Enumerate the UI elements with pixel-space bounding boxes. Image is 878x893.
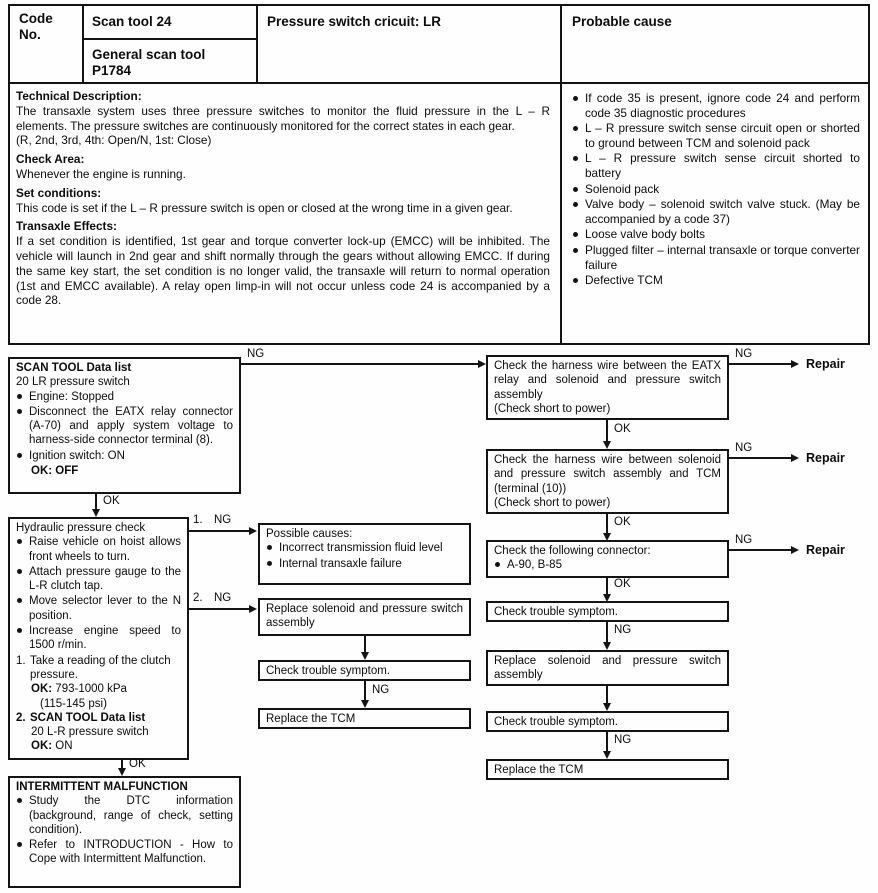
probable-cause-item (572, 273, 860, 288)
bullet-icon (267, 561, 272, 566)
possible-cause-bullet: Internal transaxle failure (266, 557, 463, 571)
arrowhead-down-icon (118, 768, 126, 776)
ok-label: OK (614, 516, 631, 528)
dtc-header-table (8, 4, 870, 345)
replace-tcm-text: Replace the TCM (494, 764, 584, 776)
hydraulic-step2-ok: OK: ON (31, 740, 73, 753)
probable-cause-header-label: Probable cause (572, 14, 672, 29)
ng-label: NG (614, 624, 632, 636)
hydraulic-step2-sub: 20 L-R pressure switch (31, 726, 149, 739)
possible-causes-box (258, 523, 471, 585)
replace-assembly-text: Replace solenoid and pressure switch assembly (494, 655, 721, 682)
possible-causes-title: Possible causes: (266, 528, 353, 540)
ok-label: OK (103, 495, 120, 507)
ng-label: NG (372, 684, 390, 696)
hydraulic-step-2: 2. SCAN TOOL Data list (16, 711, 146, 724)
trouble-symptom-box-2 (486, 711, 729, 732)
harness-eatx-check-box (486, 355, 729, 420)
ok-label: OK (614, 423, 631, 435)
ng-label: NG (214, 592, 232, 604)
hydraulic-bullet: Move selector lever to the N position. (16, 594, 181, 623)
general-scan-tool-cell (92, 47, 242, 79)
bullet-icon (495, 562, 500, 567)
arrowhead-right-icon (791, 546, 799, 554)
bullet-icon (573, 232, 578, 237)
harness-tcm-text: Check the harness wire between solenoid and pressure switch assembly and TCM (terminal (10)) (494, 454, 721, 495)
hydraulic-bullet: Attach pressure gauge to the L-R clutch tap. (16, 565, 181, 594)
bullet-icon (573, 202, 578, 207)
table-vline-2 (256, 6, 258, 82)
probable-cause-header-cell (572, 14, 862, 30)
arrowhead-down-icon (603, 441, 611, 449)
bullet-icon (17, 394, 22, 399)
intermittent-bullet: Study the DTC information (background, range of check, setting condition). (16, 794, 233, 837)
trouble-symptom-text: Check trouble symptom. (266, 665, 390, 677)
ng-label: NG (214, 514, 232, 526)
arrowhead-down-icon (92, 509, 100, 517)
intermittent-title: INTERMITTENT MALFUNCTION (16, 781, 188, 793)
set-conditions-body: This code is set if the L – R pressure switch is open or closed at the wrong time in a given gear. (16, 200, 513, 215)
ok-label: OK (614, 578, 631, 590)
probable-cause-item (572, 243, 860, 272)
probable-cause-item (572, 227, 860, 242)
hydraulic-step-1: 1. Take a reading of the clutch pressure. (16, 654, 171, 681)
intermittent-malfunction-box (8, 776, 241, 888)
step2-label: 2. (193, 592, 203, 604)
probable-cause-text: Solenoid pack (585, 181, 660, 196)
bullet-icon (573, 156, 578, 161)
ng-label: NG (735, 534, 753, 546)
arrowhead-down-icon (603, 642, 611, 650)
ng-label: NG (735, 442, 753, 454)
replace-tcm-text: Replace the TCM (266, 713, 356, 725)
set-conditions-title: Set conditions: (16, 185, 102, 200)
hydraulic-bullet: Increase engine speed to 1500 r/min. (16, 624, 181, 653)
probable-cause-text: Plugged filter – internal transaxle or torque converter failure (585, 242, 860, 272)
bullet-icon (573, 248, 578, 253)
ok-label: OK (129, 758, 146, 770)
bullet-icon (17, 798, 22, 803)
technical-description-title: Technical Description: (16, 89, 142, 103)
harness-eatx-note: (Check short to power) (494, 402, 611, 415)
intermittent-bullet: Refer to INTRODUCTION - How to Cope with Intermittent Malfunction. (16, 838, 233, 867)
arrowhead-down-icon (361, 700, 369, 708)
ng-label: NG (614, 734, 632, 746)
arrow-ok-a-i (95, 494, 97, 510)
transaxle-effects-title: Transaxle Effects: (16, 219, 117, 234)
bullet-icon (267, 545, 272, 550)
arrowhead-right-icon (249, 605, 257, 613)
replace-tcm-box-mid (258, 708, 471, 729)
scan-box-subtitle: 20 LR pressure switch (16, 376, 130, 389)
arrowhead-right-icon (791, 360, 799, 368)
bullet-icon (17, 569, 22, 574)
hydraulic-step1-ok: OK: 793-1000 kPa (31, 683, 127, 696)
replace-assembly-text: Replace solenoid and pressure switch assembly (266, 603, 463, 630)
connector-title: Check the following connector: (494, 545, 651, 557)
bullet-icon (573, 126, 578, 131)
scan-box-bullet: Ignition switch: ON (16, 449, 233, 463)
scan-box-title: SCAN TOOL Data list (16, 362, 132, 374)
code-no-cell (19, 11, 75, 43)
step1-label: 1. (193, 514, 203, 526)
probable-cause-item (572, 197, 860, 226)
ng-label: NG (247, 348, 265, 360)
possible-cause-bullet: Incorrect transmission fluid level (266, 541, 463, 555)
trouble-symptom-text: Check trouble symptom. (494, 716, 618, 728)
repair-label: Repair (806, 451, 845, 465)
repair-label: Repair (806, 543, 845, 557)
arrow-ng-e-f (606, 622, 608, 643)
arrow-ng-l-m (364, 681, 366, 701)
hydraulic-title: Hydraulic pressure check (16, 522, 146, 534)
bullet-icon (17, 409, 22, 414)
bullet-icon (17, 628, 22, 633)
arrowhead-down-icon (603, 703, 611, 711)
arrow-ng-repair-3 (729, 549, 793, 551)
probable-cause-text: If code 35 is present, ignore code 24 and perform code 35 diagnostic procedures (585, 91, 860, 120)
arrow-ok-b-c (606, 420, 608, 442)
repair-label: Repair (806, 357, 845, 371)
hydraulic-bullet: Raise vehicle on hoist allows front wheels to turn. (16, 535, 181, 564)
replace-assembly-box-mid (258, 598, 471, 636)
arrow-ng1-i-j (189, 530, 251, 532)
ng-label: NG (735, 348, 753, 360)
probable-cause-item (572, 151, 860, 180)
technical-description-body: The transaxle system uses three pressure switches to monitor the fluid pressure in the L – R elements. The pressure switches are continuously monitored for the correct states in each gear. (16, 103, 550, 133)
probable-cause-item (572, 121, 860, 150)
probable-cause-text: L – R pressure switch sense circuit open or shorted to ground between TCM and solenoid pack (585, 121, 860, 150)
code-no-label: Code No. (19, 11, 53, 42)
arrowhead-right-icon (249, 527, 257, 535)
scan-tool-data-box (8, 357, 241, 494)
probable-cause-text: L – R pressure switch sense circuit shorted to battery (585, 151, 860, 180)
arrow-ng2-i-k (189, 608, 251, 610)
probable-cause-text: Valve body – solenoid switch valve stuck. (May be accompanied by a code 37) (585, 197, 860, 226)
arrow-ok-c-d (606, 514, 608, 534)
bullet-icon (573, 278, 578, 283)
hydraulic-step1-ok-psi: (115-145 psi) (40, 697, 107, 710)
scan-box-bullet: Engine: Stopped (16, 390, 233, 404)
probable-cause-item (572, 91, 860, 120)
bullet-icon (17, 539, 22, 544)
technical-description-note: (R, 2nd, 3rd, 4th: Open/N, 1st: Close) (16, 133, 212, 148)
table-vline-1 (82, 6, 84, 82)
arrow-ng-scan-to-harness (241, 363, 484, 365)
replace-tcm-box-right (486, 759, 729, 780)
check-area-title: Check Area: (16, 152, 85, 167)
probable-cause-text: Loose valve body bolts (585, 227, 706, 242)
transaxle-effects-body: If a set condition is identified, 1st gear and torque converter lock-up (EMCC) will be inhibited. The vehicle will launch in 2nd gear and shift normally through the gears without allowing EMCC. If during the same key start, the set condition is no longer valid, the transaxle will return to normal operation (1st and EMCC available). A relay open limp-in will not occur unless code 24 is accompanied by a code 28. (16, 234, 550, 308)
arrowhead-right-icon (791, 454, 799, 462)
hydraulic-pressure-box (8, 517, 189, 760)
arrowhead-right-icon (478, 360, 486, 368)
trouble-symptom-box-1 (486, 601, 729, 622)
connector-check-box (486, 540, 729, 578)
probable-cause-item (572, 182, 860, 197)
probable-cause-list (562, 84, 868, 343)
connector-bullet: A-90, B-85 (494, 558, 721, 572)
harness-tcm-check-box (486, 449, 729, 514)
bullet-icon (573, 187, 578, 192)
technical-description-cell (10, 84, 560, 343)
circuit-title-cell (267, 14, 557, 30)
bullet-icon (17, 453, 22, 458)
arrowhead-down-icon (603, 751, 611, 759)
check-area-body: Whenever the engine is running. (16, 166, 186, 181)
bullet-icon (17, 842, 22, 847)
scan-tool-cell (92, 14, 252, 30)
harness-tcm-note: (Check short to power) (494, 496, 611, 509)
arrow-ng-g-h (606, 732, 608, 752)
arrow-f-g (606, 686, 608, 704)
bullet-icon (573, 96, 578, 101)
trouble-symptom-box-mid (258, 660, 471, 681)
table-hline-scan (82, 38, 258, 40)
arrow-k-l (364, 636, 366, 653)
arrow-ng-repair-2 (729, 457, 793, 459)
harness-eatx-text: Check the harness wire between the EATX relay and solenoid and pressure switch assembly (494, 360, 721, 401)
arrow-ng-repair-1 (729, 363, 793, 365)
trouble-symptom-text: Check trouble symptom. (494, 606, 618, 618)
scan-tool-label: Scan tool 24 (92, 14, 172, 29)
arrowhead-down-icon (361, 652, 369, 660)
general-scan-tool-label: General scan tool P1784 (92, 47, 206, 78)
bullet-icon (17, 598, 22, 603)
circuit-title-label: Pressure switch cricuit: LR (267, 14, 442, 29)
scan-box-bullet: Disconnect the EATX relay connector (A-70) and apply system voltage to harness-side connector terminal (8). (16, 405, 233, 448)
probable-cause-text: Defective TCM (585, 273, 663, 288)
replace-assembly-box-right (486, 650, 729, 686)
scan-box-ok-line: OK: OFF (31, 465, 79, 478)
arrow-ok-d-e (606, 578, 608, 595)
